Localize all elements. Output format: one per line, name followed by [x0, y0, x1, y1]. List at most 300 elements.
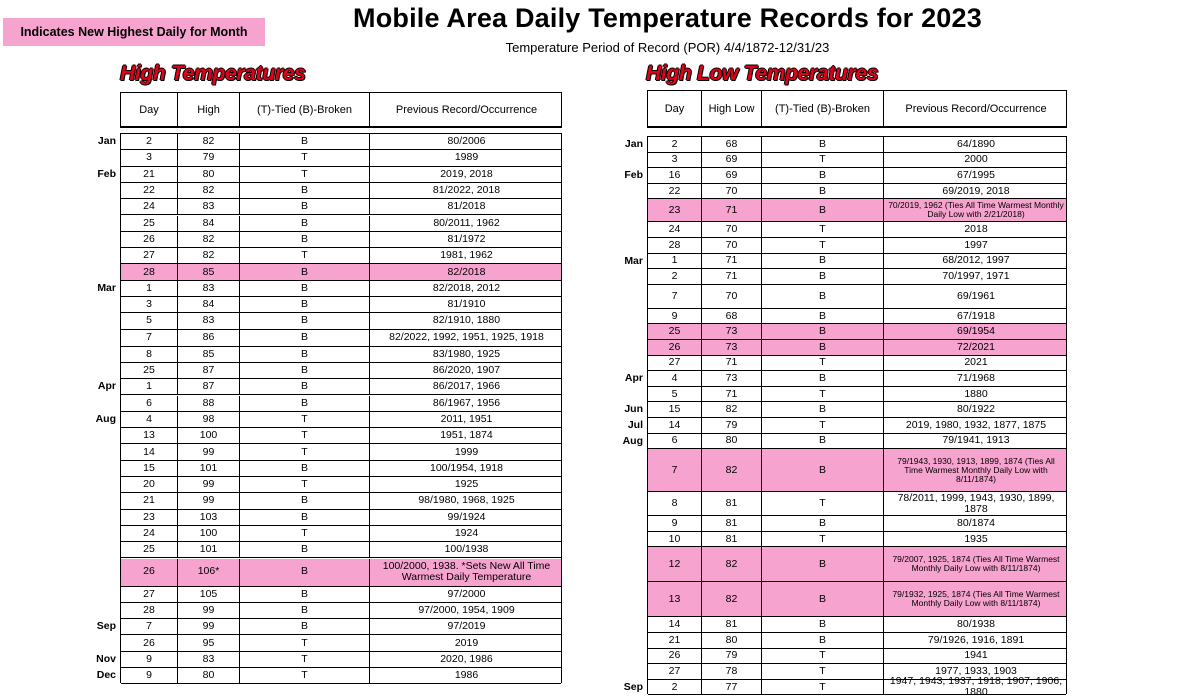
status-cell: B [239, 347, 369, 362]
value-cell: 95 [177, 635, 239, 650]
value-cell: 82 [701, 449, 761, 491]
header-value: High Low [701, 91, 761, 126]
status-cell: B [761, 269, 883, 284]
value-cell: 71 [701, 254, 761, 269]
month-label: Aug [622, 434, 643, 447]
previous-record-cell: 98/1980, 1968, 1925 [369, 493, 563, 508]
month-label: Mar [624, 254, 643, 267]
previous-record-cell: 1924 [369, 526, 563, 541]
table-row [121, 510, 561, 526]
table-row [121, 232, 561, 248]
month-label: Jul [627, 419, 643, 431]
status-cell: T [761, 492, 883, 515]
value-cell: 87 [177, 363, 239, 378]
value-cell: 79 [701, 649, 761, 664]
status-cell: B [239, 297, 369, 312]
previous-record-cell: 69/2019, 2018 [883, 184, 1068, 199]
table-row [121, 542, 561, 558]
day-cell: 10 [668, 532, 681, 545]
day-cell: 28 [143, 265, 155, 278]
previous-record-cell: 67/1918 [883, 309, 1068, 324]
table-row [121, 461, 561, 477]
header-status: (T)-Tied (B)-Broken [761, 91, 883, 126]
value-cell: 99 [177, 603, 239, 618]
value-cell: 99 [177, 619, 239, 634]
day-cell: 3 [671, 153, 678, 166]
table-row [121, 396, 561, 412]
day-cell: 7 [146, 620, 152, 633]
table-row [648, 340, 1066, 356]
value-cell: 82 [177, 232, 239, 247]
day-cell: 25 [143, 364, 155, 377]
value-cell: 80 [177, 167, 239, 182]
day-cell: 9 [671, 309, 678, 322]
status-cell: B [761, 184, 883, 199]
day-cell: 27 [668, 356, 681, 369]
highlow-table-header [647, 90, 1067, 128]
previous-record-cell: 1941 [883, 649, 1068, 664]
table-row [648, 582, 1066, 617]
day-cell: 13 [143, 429, 155, 442]
previous-record-cell: 81/1910 [369, 297, 563, 312]
status-cell: T [239, 150, 369, 165]
day-cell: 3 [146, 151, 152, 164]
previous-record-cell: 2020, 1986 [369, 652, 563, 667]
table-row [121, 428, 561, 444]
day-cell: 6 [146, 396, 152, 409]
previous-record-cell: 70/1997, 1971 [883, 269, 1068, 284]
value-cell: 82 [177, 248, 239, 263]
status-cell: B [239, 559, 369, 586]
month-label: Dec [96, 669, 116, 681]
previous-record-cell: 86/2020, 1907 [369, 363, 563, 378]
previous-record-cell: 86/2017, 1966 [369, 379, 563, 394]
status-cell: B [761, 309, 883, 324]
table-row [648, 324, 1066, 340]
day-cell: 2 [671, 269, 678, 282]
table-row [121, 297, 561, 313]
table-row [648, 387, 1066, 403]
previous-record-cell: 64/1890 [883, 137, 1068, 152]
value-cell: 83 [177, 313, 239, 328]
header-day: Day [664, 102, 685, 115]
table-row [121, 619, 561, 635]
day-cell: 22 [668, 184, 681, 197]
day-cell: 25 [143, 543, 155, 556]
day-cell: 2 [671, 137, 678, 150]
status-cell: B [239, 542, 369, 557]
value-cell: 83 [177, 199, 239, 214]
status-cell: B [761, 168, 883, 183]
day-cell: 28 [668, 238, 681, 251]
table-row [648, 402, 1066, 418]
previous-record-cell: 1977, 1933, 1903 [883, 664, 1068, 679]
status-cell: T [239, 248, 369, 263]
high-table-body [120, 133, 562, 683]
status-cell: B [239, 493, 369, 508]
previous-record-cell: 71/1968 [883, 371, 1068, 386]
status-cell: B [761, 340, 883, 355]
table-row [121, 248, 561, 264]
day-cell: 27 [143, 249, 155, 262]
value-cell: 69 [701, 168, 761, 183]
header-value: High [177, 93, 239, 126]
previous-record-cell: 97/2000 [369, 587, 563, 602]
value-cell: 82 [701, 402, 761, 417]
previous-record-cell: 83/1980, 1925 [369, 347, 563, 362]
previous-record-cell: 72/2021 [883, 340, 1068, 355]
table-row [121, 635, 561, 651]
table-row [121, 183, 561, 199]
day-cell: 1 [146, 281, 152, 294]
status-cell: B [239, 330, 369, 346]
value-cell: 71 [701, 356, 761, 371]
previous-record-cell: 100/1954, 1918 [369, 461, 563, 476]
month-label: Jun [624, 403, 643, 416]
month-label: Mar [97, 281, 116, 294]
previous-record-cell: 79/2007, 1925, 1874 (Ties All Time Warmest Monthly Daily Low with 8/11/1874) [883, 547, 1068, 581]
previous-record-cell: 2000 [883, 153, 1068, 168]
status-cell: T [761, 418, 883, 433]
status-cell: T [761, 680, 883, 695]
table-row [121, 216, 561, 232]
status-cell: B [239, 603, 369, 618]
value-cell: 105 [177, 587, 239, 602]
day-cell: 13 [668, 592, 681, 605]
previous-record-cell: 81/1972 [369, 232, 563, 247]
previous-record-cell: 1997 [883, 238, 1068, 253]
value-cell: 70 [701, 238, 761, 253]
table-row [121, 587, 561, 603]
value-cell: 99 [177, 444, 239, 459]
previous-record-cell: 100/1938 [369, 542, 563, 557]
table-row [648, 675, 1066, 699]
status-cell: B [239, 461, 369, 476]
previous-record-cell: 79/1926, 1916, 1891 [883, 633, 1068, 648]
status-cell: B [761, 199, 883, 221]
status-cell: T [239, 444, 369, 459]
table-row [648, 516, 1066, 532]
status-cell: B [239, 134, 369, 149]
previous-record-cell: 68/2012, 1997 [883, 254, 1068, 269]
previous-record-cell: 1989 [369, 150, 563, 165]
table-row [121, 134, 561, 150]
previous-record-cell: 70/2019, 1962 (Ties All Time Warmest Monthly Daily Low with 2/21/2018) [883, 199, 1068, 221]
day-cell: 16 [668, 168, 681, 181]
previous-record-cell: 2019, 1980, 1932, 1877, 1875 [883, 418, 1068, 433]
previous-record-cell: 82/2022, 1992, 1951, 1925, 1918 [369, 330, 563, 346]
day-cell: 15 [668, 403, 681, 416]
value-cell: 73 [701, 371, 761, 386]
table-row [648, 547, 1066, 582]
previous-record-cell: 82/2018 [369, 264, 563, 279]
value-cell: 70 [701, 285, 761, 308]
legend-highlight-swatch [3, 18, 265, 46]
table-row [121, 412, 561, 428]
status-cell: T [761, 649, 883, 664]
day-cell: 26 [668, 340, 681, 353]
status-cell: T [239, 635, 369, 650]
previous-record-cell: 82/1910, 1880 [369, 313, 563, 328]
day-cell: 24 [668, 223, 681, 236]
status-cell: B [761, 324, 883, 339]
month-label: Apr [97, 380, 116, 393]
month-label: Jan [624, 138, 643, 150]
previous-record-cell: 80/1874 [883, 516, 1068, 531]
month-label: Jan [97, 135, 116, 147]
value-cell: 78 [701, 664, 761, 679]
previous-record-cell: 99/1924 [369, 510, 563, 525]
highlow-table-body [647, 136, 1067, 699]
status-cell: T [239, 428, 369, 443]
status-cell: B [761, 137, 883, 152]
status-cell: T [239, 668, 369, 683]
previous-record-cell: 1999 [369, 444, 563, 459]
day-cell: 21 [143, 494, 155, 507]
high-table-header [120, 92, 562, 128]
value-cell: 73 [701, 324, 761, 339]
previous-record-cell: 1880 [883, 387, 1068, 402]
value-cell: 84 [177, 297, 239, 312]
status-cell: T [239, 526, 369, 541]
value-cell: 88 [177, 396, 239, 411]
status-cell: T [761, 664, 883, 679]
previous-record-cell: 80/1938 [883, 617, 1068, 632]
value-cell: 70 [701, 184, 761, 199]
table-row [121, 167, 561, 183]
table-row [648, 222, 1066, 238]
day-cell: 24 [143, 527, 155, 540]
value-cell: 80 [177, 668, 239, 683]
day-cell: 14 [143, 445, 155, 458]
value-cell: 68 [701, 309, 761, 324]
day-cell: 25 [143, 216, 155, 229]
table-row [648, 617, 1066, 633]
table-row [121, 363, 561, 379]
day-cell: 7 [671, 289, 678, 302]
table-row [121, 444, 561, 460]
status-cell: T [761, 238, 883, 253]
status-cell: B [761, 633, 883, 648]
table-row [121, 526, 561, 542]
value-cell: 106* [177, 559, 239, 586]
status-cell: B [761, 285, 883, 308]
previous-record-cell: 81/2018 [369, 199, 563, 214]
status-cell: B [761, 371, 883, 386]
previous-record-cell: 80/2011, 1962 [369, 216, 563, 231]
previous-record-cell: 1947, 1943, 1937, 1918, 1907, 1906, 1880 [883, 680, 1068, 695]
status-cell: T [239, 652, 369, 667]
previous-record-cell: 1951, 1874 [369, 428, 563, 443]
previous-record-cell: 1981, 1962 [369, 248, 563, 263]
table-row [648, 633, 1066, 649]
high-section-title: High Temperatures [120, 62, 306, 85]
status-cell: B [761, 434, 883, 449]
table-row [648, 254, 1066, 270]
value-cell: 83 [177, 652, 239, 667]
legend-text: Indicates New Highest Daily for Month [20, 25, 248, 39]
table-row [648, 137, 1066, 153]
table-row [648, 418, 1066, 434]
previous-record-cell: 100/2000, 1938. *Sets New All Time Warmest Daily Temperature [369, 559, 563, 586]
previous-record-cell: 79/1943, 1930, 1913, 1899, 1874 (Ties All Time Warmest Monthly Daily Low with 8/11/1874) [883, 449, 1068, 491]
value-cell: 98 [177, 412, 239, 427]
previous-record-cell: 97/2019 [369, 619, 563, 634]
value-cell: 86 [177, 330, 239, 346]
value-cell: 79 [701, 418, 761, 433]
status-cell: B [239, 313, 369, 328]
status-cell: T [239, 167, 369, 182]
day-cell: 2 [671, 680, 678, 693]
day-cell: 8 [671, 497, 678, 510]
value-cell: 71 [701, 199, 761, 221]
table-row [121, 199, 561, 215]
previous-record-cell: 97/2000, 1954, 1909 [369, 603, 563, 618]
previous-record-cell: 69/1954 [883, 324, 1068, 339]
value-cell: 82 [177, 134, 239, 149]
table-row [121, 264, 561, 280]
day-cell: 3 [146, 298, 152, 311]
table-row [121, 559, 561, 587]
day-cell: 26 [143, 565, 155, 578]
status-cell: B [239, 216, 369, 231]
previous-record-cell: 79/1941, 1913 [883, 434, 1068, 449]
month-label: Nov [96, 652, 116, 665]
month-label: Sep [96, 620, 116, 633]
status-cell: B [761, 402, 883, 417]
value-cell: 87 [177, 379, 239, 394]
table-row [121, 281, 561, 297]
table-row [648, 153, 1066, 169]
status-cell: B [761, 516, 883, 531]
table-row [648, 199, 1066, 222]
table-row [121, 477, 561, 493]
value-cell: 81 [701, 532, 761, 547]
value-cell: 70 [701, 222, 761, 237]
value-cell: 82 [177, 183, 239, 198]
value-cell: 84 [177, 216, 239, 231]
day-cell: 9 [146, 652, 152, 665]
day-cell: 8 [146, 347, 152, 360]
value-cell: 101 [177, 461, 239, 476]
status-cell: B [239, 619, 369, 634]
month-label: Feb [624, 169, 643, 182]
highlow-section-title: High Low Temperatures [646, 62, 879, 85]
month-label: Feb [97, 167, 116, 180]
status-cell: B [239, 379, 369, 394]
status-cell: B [761, 617, 883, 632]
value-cell: 101 [177, 542, 239, 557]
previous-record-cell: 79/1932, 1925, 1874 (Ties All Time Warmest Monthly Daily Low with 8/11/1874) [883, 582, 1068, 616]
status-cell: B [239, 281, 369, 296]
value-cell: 80 [701, 633, 761, 648]
day-cell: 4 [671, 371, 678, 384]
table-row [121, 313, 561, 329]
month-label: Apr [624, 372, 643, 385]
day-cell: 27 [143, 587, 155, 600]
previous-record-cell: 1925 [369, 477, 563, 492]
table-row [121, 330, 561, 347]
value-cell: 80 [701, 434, 761, 449]
value-cell: 103 [177, 510, 239, 525]
month-label: Sep [623, 680, 643, 693]
day-cell: 14 [668, 418, 681, 431]
day-cell: 22 [143, 184, 155, 197]
value-cell: 68 [701, 137, 761, 152]
day-cell: 26 [668, 649, 681, 662]
value-cell: 99 [177, 493, 239, 508]
day-cell: 15 [143, 461, 155, 474]
status-cell: B [761, 582, 883, 616]
value-cell: 82 [701, 582, 761, 616]
header-previous: Previous Record/Occurrence [369, 93, 563, 126]
header-status: (T)-Tied (B)-Broken [239, 93, 369, 126]
previous-record-cell: 67/1995 [883, 168, 1068, 183]
day-cell: 12 [668, 557, 681, 570]
day-cell: 20 [143, 478, 155, 491]
value-cell: 85 [177, 264, 239, 279]
day-cell: 1 [671, 254, 678, 267]
day-cell: 14 [668, 618, 681, 631]
day-cell: 9 [146, 669, 152, 682]
header-previous: Previous Record/Occurrence [883, 91, 1068, 126]
table-row [648, 649, 1066, 665]
status-cell: B [239, 510, 369, 525]
status-cell: T [761, 356, 883, 371]
previous-record-cell: 2019 [369, 635, 563, 650]
day-cell: 26 [143, 232, 155, 245]
table-row [121, 493, 561, 509]
status-cell: B [761, 449, 883, 491]
previous-record-cell: 2011, 1951 [369, 412, 563, 427]
day-cell: 27 [668, 664, 681, 677]
table-row [648, 285, 1066, 309]
table-row [648, 168, 1066, 184]
previous-record-cell: 86/1967, 1956 [369, 396, 563, 411]
header-day: Day [139, 103, 159, 116]
previous-record-cell: 80/2006 [369, 134, 563, 149]
status-cell: B [761, 547, 883, 581]
value-cell: 85 [177, 347, 239, 362]
value-cell: 99 [177, 477, 239, 492]
value-cell: 81 [701, 617, 761, 632]
day-cell: 1 [146, 380, 152, 393]
value-cell: 79 [177, 150, 239, 165]
status-cell: T [761, 222, 883, 237]
table-row [648, 532, 1066, 548]
day-cell: 23 [143, 510, 155, 523]
day-cell: 4 [146, 412, 152, 425]
table-row [648, 184, 1066, 200]
value-cell: 82 [701, 547, 761, 581]
status-cell: T [239, 412, 369, 427]
day-cell: 24 [143, 200, 155, 213]
day-cell: 21 [143, 167, 155, 180]
previous-record-cell: 2021 [883, 356, 1068, 371]
table-row [648, 449, 1066, 492]
value-cell: 81 [701, 492, 761, 515]
value-cell: 100 [177, 526, 239, 541]
day-cell: 6 [671, 434, 678, 447]
previous-record-cell: 82/2018, 2012 [369, 281, 563, 296]
previous-record-cell: 2019, 2018 [369, 167, 563, 182]
status-cell: B [239, 396, 369, 411]
month-label: Aug [95, 412, 116, 425]
day-cell: 25 [668, 325, 681, 338]
table-row [648, 269, 1066, 285]
status-cell: B [761, 254, 883, 269]
page-subtitle: Temperature Period of Record (POR) 4/4/1872-12/31/23 [505, 40, 830, 55]
